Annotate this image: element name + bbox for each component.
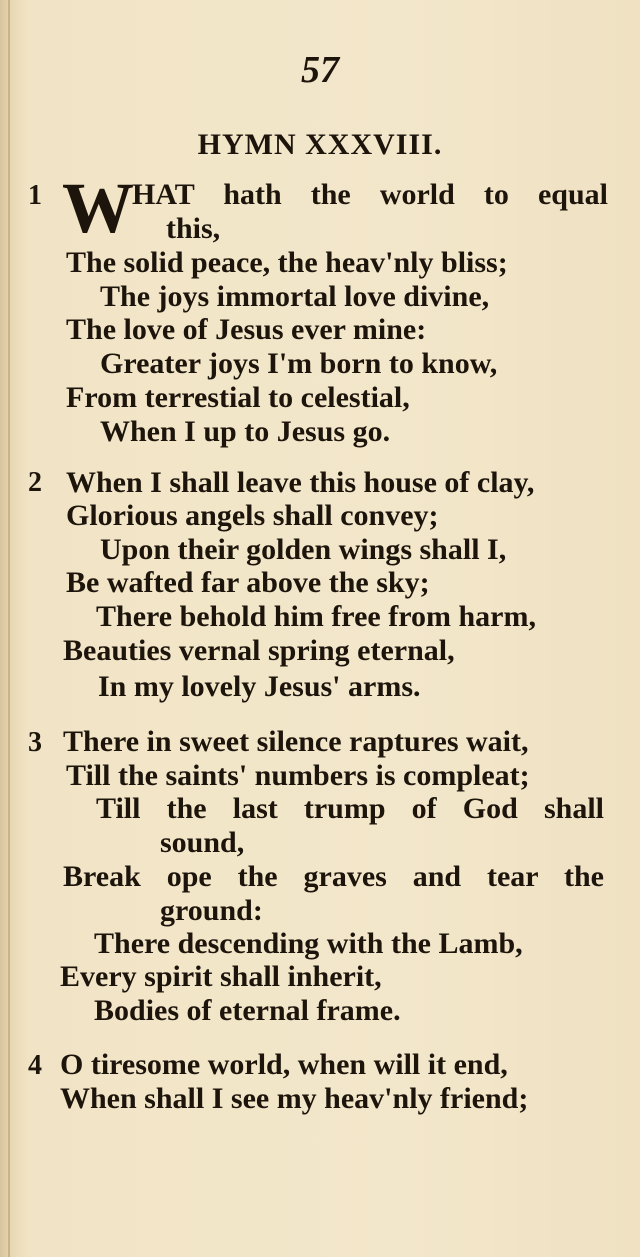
verse-line: sound, bbox=[160, 826, 245, 859]
verse-line: Every spirit shall inherit, bbox=[60, 960, 382, 993]
verse-line: The solid peace, the heav'nly bliss; bbox=[66, 246, 508, 279]
verse-line: Beauties vernal spring eternal, bbox=[63, 634, 455, 667]
verse-number: 2 bbox=[28, 467, 42, 498]
verse-line: Upon their golden wings shall I, bbox=[100, 533, 507, 566]
verse-number: 3 bbox=[28, 727, 42, 758]
verse-line: this, bbox=[166, 212, 221, 245]
drop-cap: W bbox=[62, 168, 134, 248]
verse-line: HAT hath the world to equal bbox=[132, 178, 608, 211]
verse-line: Glorious angels shall convey; bbox=[66, 499, 439, 532]
verse-number: 4 bbox=[28, 1050, 42, 1081]
verse-number: 1 bbox=[28, 180, 42, 211]
verse-line: There in sweet silence raptures wait, bbox=[63, 725, 529, 758]
verse-line: When I shall leave this house of clay, bbox=[66, 466, 535, 499]
verse-line: Till the last trump of God shall bbox=[96, 792, 604, 825]
verse-line: Break ope the graves and tear the bbox=[63, 860, 604, 893]
page-number: 57 bbox=[301, 49, 339, 91]
verse-line: When I up to Jesus go. bbox=[100, 415, 391, 448]
verse-line: Bodies of eternal frame. bbox=[94, 994, 401, 1027]
verse-line: O tiresome world, when will it end, bbox=[60, 1048, 508, 1081]
page-spine-edge bbox=[8, 0, 10, 1257]
verse-line: There behold him free from harm, bbox=[96, 600, 536, 633]
verse-line: When shall I see my heav'nly friend; bbox=[60, 1082, 529, 1115]
verse-line: There descending with the Lamb, bbox=[94, 927, 523, 960]
verse-line: ground: bbox=[160, 894, 263, 927]
verse-line: Greater joys I'm born to know, bbox=[100, 347, 498, 380]
verse-1-first-line bbox=[62, 168, 608, 252]
hymn-title: HYMN XXXVIII. bbox=[197, 128, 443, 161]
verse-line: The love of Jesus ever mine: bbox=[66, 313, 427, 346]
verse-line: The joys immortal love divine, bbox=[100, 280, 490, 313]
verse-line: In my lovely Jesus' arms. bbox=[98, 670, 421, 703]
verse-line: From terrestial to celestial, bbox=[66, 381, 410, 414]
verse-line: Till the saints' numbers is compleat; bbox=[66, 759, 530, 792]
verse-line: Be wafted far above the sky; bbox=[66, 566, 430, 599]
